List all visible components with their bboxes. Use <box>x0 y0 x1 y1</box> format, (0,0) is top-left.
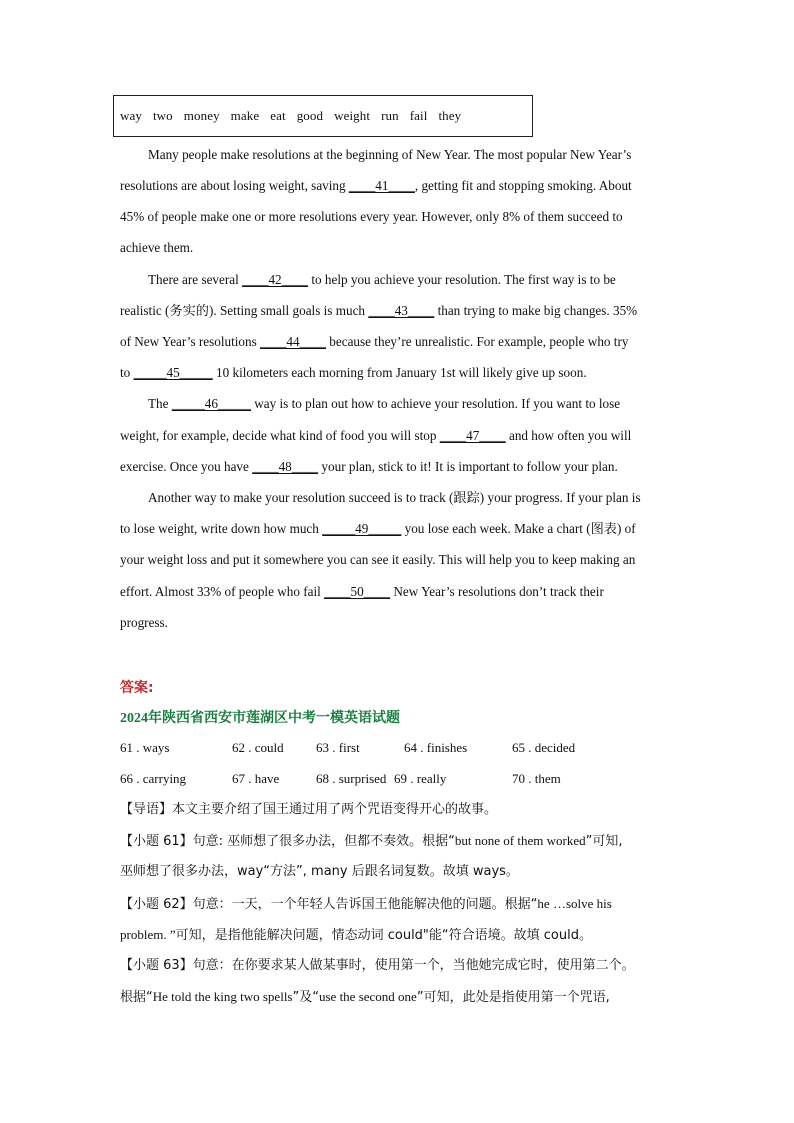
explanation-q61-cont <box>120 863 519 881</box>
blank-43: ____43____ <box>368 303 435 318</box>
text: 45% of people make one or more resolutions every year. However, only 8% of them succeed to <box>120 209 623 224</box>
text: effort. Almost 33% of people who fail <box>120 584 325 599</box>
blank-46: _____46_____ <box>171 396 251 411</box>
passage-line <box>148 395 620 413</box>
word-bank-item: way <box>120 108 142 123</box>
passage-line <box>120 177 632 195</box>
text: but none of them worked <box>454 833 586 848</box>
text: 【导语】本文主要介绍了国王通过用了两个咒语变得开心的故事。 <box>120 802 498 817</box>
word-bank-item: fail <box>409 108 428 123</box>
word-bank-item: good <box>296 108 324 123</box>
word-bank-item: they <box>438 108 462 123</box>
passage-line <box>120 239 193 257</box>
text: He told the king two spells <box>152 989 293 1004</box>
text: than trying to make big changes. 35% <box>434 303 638 318</box>
blank-47: ____47____ <box>439 428 506 443</box>
text: 巫师想了很多办法，way“方法”, many 后跟名词复数。故填 ways。 <box>120 864 519 879</box>
passage-line <box>120 364 587 382</box>
text: Many people make resolutions at the beginning of New Year. The most popular New Year’s <box>148 147 632 162</box>
text: you lose each week. Make a chart (图表) of <box>401 521 636 536</box>
answer-item: 69 . really <box>394 771 447 786</box>
passage-line <box>120 302 637 320</box>
answer-item: 68 . surprised <box>316 771 387 786</box>
word-bank-item: weight <box>334 108 371 123</box>
text: 可知，是指他能解决问题，情态动词 could"能“符合语境。故填 could。 <box>175 928 592 943</box>
explanation-q63-cont <box>120 988 610 1007</box>
explanation-q62-cont <box>120 926 592 945</box>
text: , getting fit and stopping smoking. About <box>414 178 632 193</box>
passage-line <box>120 458 618 476</box>
answer-item: 62 . could <box>232 740 284 755</box>
word-bank-item: run <box>381 108 399 123</box>
passage-line <box>120 333 628 351</box>
text: and how often you will <box>505 428 632 443</box>
explanation-guide <box>120 801 497 819</box>
word-bank-item: two <box>152 108 173 123</box>
text: exercise. Once you have <box>120 459 253 474</box>
text: Another way to make your resolution succeed is to track (跟踪) your progress. If your plan is <box>148 490 641 505</box>
explanation-q61 <box>120 832 623 851</box>
text: problem. ” <box>120 927 176 942</box>
answer-item: 66 . carrying <box>120 771 187 786</box>
passage-line <box>120 208 623 226</box>
answer-item: 67 . have <box>232 771 280 786</box>
answer-item: 61 . ways <box>120 740 170 755</box>
text: ”可知, <box>585 834 623 849</box>
text: resolutions are about losing weight, saving <box>120 178 349 193</box>
word-bank-item: eat <box>270 108 286 123</box>
text: 根据“ <box>120 990 153 1005</box>
passage-line <box>120 614 168 632</box>
text: 10 kilometers each morning from January 1st will likely give up soon. <box>212 365 587 380</box>
text: weight, for example, decide what kind of food you will stop <box>120 428 440 443</box>
text: because they’re unrealistic. For example, people who try <box>325 334 629 349</box>
explanation-q62 <box>120 895 612 914</box>
text: your weight loss and put it somewhere you can see it easily. This will help you to keep making an <box>120 552 636 567</box>
text: use the second one <box>318 989 417 1004</box>
passage-line <box>148 271 616 289</box>
text: 【小题 61】句意: 巫师想了很多办法，但都不奏效。根据“ <box>120 834 455 849</box>
passage-line <box>120 551 635 569</box>
answer-item: 64 . finishes <box>404 740 468 755</box>
passage-line <box>120 520 636 538</box>
text: to <box>120 365 134 380</box>
blank-41: ____41____ <box>348 178 415 193</box>
blank-50: ____50____ <box>324 584 391 599</box>
text: The <box>148 396 172 411</box>
blank-45: _____45_____ <box>133 365 213 380</box>
passage-line <box>120 583 604 601</box>
answer-item: 65 . decided <box>512 740 576 755</box>
word-bank-item: make <box>230 108 260 123</box>
text: 【小题 62】句意：一天，一个年轻人告诉国王他能解决他的问题。根据“ <box>120 897 538 912</box>
answer-item: 63 . first <box>316 740 360 755</box>
word-bank-item: money <box>183 108 220 123</box>
explanation-q63 <box>120 957 635 975</box>
text: achieve them. <box>120 240 194 255</box>
blank-42: ____42____ <box>242 272 309 287</box>
answer-heading: 答案: <box>120 680 154 696</box>
text: of New Year’s resolutions <box>120 334 261 349</box>
blank-44: ____44____ <box>260 334 326 349</box>
text: to lose weight, write down how much <box>120 521 323 536</box>
blank-48: ____48____ <box>252 459 319 474</box>
text: your plan, stick to it! It is important to follow your plan. <box>318 459 618 474</box>
blank-49: _____49_____ <box>322 521 402 536</box>
text: 【小题 63】句意：在你要求某人做某事时，使用第一个，当他她完成它时，使用第二个。 <box>120 958 635 973</box>
text: to help you achieve your resolution. The first way is to be <box>308 272 616 287</box>
answer-item: 70 . them <box>512 771 561 786</box>
text: realistic (务实的). Setting small goals is much <box>120 303 369 318</box>
source-title: 2024年陕西省西安市莲湖区中考一模英语试题 <box>120 711 400 726</box>
text: ”及“ <box>292 990 319 1005</box>
text: progress. <box>120 615 168 630</box>
text: New Year’s resolutions don’t track their <box>390 584 604 599</box>
text: ”可知，此处是指使用第一个咒语, <box>416 990 610 1005</box>
passage-line <box>120 427 631 445</box>
text: There are several <box>148 272 243 287</box>
text: he …solve his <box>537 896 612 911</box>
passage-line <box>148 146 631 164</box>
passage-line <box>148 489 641 507</box>
text: way is to plan out how to achieve your resolution. If you want to lose <box>250 396 621 411</box>
word-bank-box <box>113 95 533 137</box>
